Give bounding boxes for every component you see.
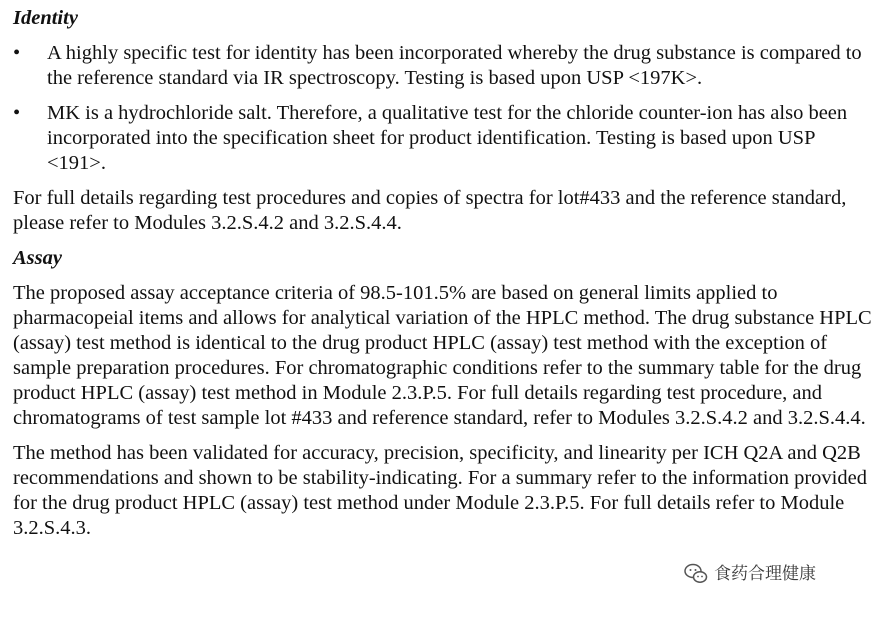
document-page [13, 6, 873, 551]
bullet-item [13, 41, 873, 91]
section-heading-assay: Assay [13, 247, 62, 269]
identity-bullet-list [13, 41, 873, 176]
wechat-icon [684, 563, 708, 585]
paragraph: For full details regarding test procedures and copies of spectra for lot#433 and the reference standard, please refer to Modules 3.2.S.4.2 and 3.2.S.4.4. [13, 187, 847, 234]
bullet-text: MK is a hydrochloride salt. Therefore, a qualitative test for the chloride counter-ion has also been incorporated into the specification sheet for product identification. Testing is based upon USP <191>. [47, 102, 848, 174]
identity-section [13, 6, 873, 236]
bullet-marker: • [13, 102, 21, 124]
paragraph: The method has been validated for accuracy, precision, specificity, and linearity per ICH Q2A and Q2B recommendations and shown to be stability-indicating. For a summary refer to the information provided for the drug product HPLC (assay) test method under Module 2.3.P.5. For full details refer to Module 3.2.S.4.3. [13, 442, 867, 539]
assay-section [13, 246, 873, 541]
watermark-text: 食药合理健康 [714, 564, 816, 584]
bullet-text: A highly specific test for identity has been incorporated whereby the drug substance is compared to the reference standard via IR spectroscopy. Testing is based upon USP <197K>. [47, 42, 862, 89]
bullet-marker: • [13, 42, 21, 64]
watermark [680, 562, 820, 586]
bullet-item [13, 101, 873, 176]
section-heading-identity: Identity [13, 7, 78, 29]
paragraph: The proposed assay acceptance criteria of 98.5-101.5% are based on general limits applied to pharmacopeial items and allows for analytical variation of the HPLC method. The drug substance HPLC (assay) test method is identical to the drug product HPLC (assay) test method with the exception of sample preparation procedures. For chromatographic conditions refer to the summary table for the drug product HPLC (assay) test method in Module 2.3.P.5. For full details regarding test procedure, and chromatograms of test sample lot #433 and reference standard, refer to Modules 3.2.S.4.2 and 3.2.S.4.4. [13, 282, 872, 429]
